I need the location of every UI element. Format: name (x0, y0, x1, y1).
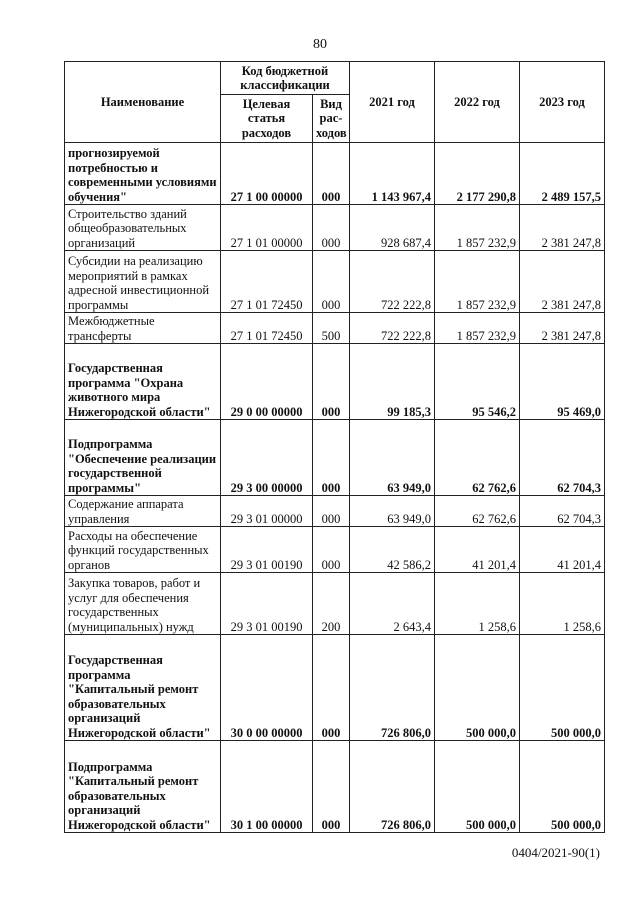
row-expense-kind: 000 (313, 527, 350, 573)
row-value-2021: 63 949,0 (350, 496, 435, 527)
row-target-article: 29 3 00 00000 (221, 420, 313, 496)
header-name: Наименование (65, 62, 221, 143)
row-expense-kind: 000 (313, 143, 350, 205)
table-row (65, 635, 605, 741)
budget-table (64, 61, 605, 833)
row-value-2022: 2 177 290,8 (435, 143, 520, 205)
row-expense-kind: 000 (313, 205, 350, 251)
row-expense-kind: 000 (313, 344, 350, 420)
row-value-2022: 1 258,6 (435, 573, 520, 635)
row-expense-kind: 000 (313, 496, 350, 527)
row-value-2021: 99 185,3 (350, 344, 435, 420)
table-row (65, 496, 605, 527)
row-target-article: 27 1 01 72450 (221, 313, 313, 344)
row-value-2022: 41 201,4 (435, 527, 520, 573)
row-value-2023: 500 000,0 (520, 741, 605, 833)
header-code-group: Код бюджетной классификации (221, 62, 350, 95)
row-value-2023: 2 381 247,8 (520, 251, 605, 313)
row-name: Государственная программа "Капитальный ремонт образовательных организаций Нижегородской области" (65, 635, 221, 741)
row-value-2023: 2 489 157,5 (520, 143, 605, 205)
row-target-article: 30 1 00 00000 (221, 741, 313, 833)
row-name: Содержание аппарата управления (65, 496, 221, 527)
page-number: 80 (313, 37, 327, 52)
row-value-2021: 928 687,4 (350, 205, 435, 251)
row-value-2022: 62 762,6 (435, 496, 520, 527)
row-expense-kind: 200 (313, 573, 350, 635)
row-name: Расходы на обеспечение функций государственных органов (65, 527, 221, 573)
row-name: прогнозируемой потребностью и современными условиями обучения" (65, 143, 221, 205)
table-row (65, 573, 605, 635)
row-value-2021: 722 222,8 (350, 251, 435, 313)
row-name: Закупка товаров, работ и услуг для обеспечения государственных (муниципальных) нужд (65, 573, 221, 635)
row-expense-kind: 500 (313, 313, 350, 344)
row-value-2023: 62 704,3 (520, 496, 605, 527)
row-name: Строительство зданий общеобразовательных организаций (65, 205, 221, 251)
header-target-article: Целевая статья расходов (221, 95, 313, 143)
header-2023: 2023 год (520, 62, 605, 143)
row-value-2021: 42 586,2 (350, 527, 435, 573)
row-target-article: 27 1 01 72450 (221, 251, 313, 313)
table-row (65, 527, 605, 573)
row-value-2021: 1 143 967,4 (350, 143, 435, 205)
row-value-2023: 1 258,6 (520, 573, 605, 635)
row-value-2022: 62 762,6 (435, 420, 520, 496)
table-row (65, 741, 605, 833)
row-value-2022: 1 857 232,9 (435, 251, 520, 313)
row-name: Межбюджетные трансферты (65, 313, 221, 344)
row-value-2021: 726 806,0 (350, 635, 435, 741)
table-body (65, 143, 605, 833)
row-expense-kind: 000 (313, 251, 350, 313)
row-expense-kind: 000 (313, 420, 350, 496)
row-target-article: 27 1 00 00000 (221, 143, 313, 205)
row-expense-kind: 000 (313, 741, 350, 833)
row-target-article: 29 0 00 00000 (221, 344, 313, 420)
header-2021: 2021 год (350, 62, 435, 143)
table-row (65, 344, 605, 420)
row-value-2023: 62 704,3 (520, 420, 605, 496)
row-target-article: 29 3 01 00190 (221, 527, 313, 573)
row-value-2022: 500 000,0 (435, 741, 520, 833)
table-row (65, 313, 605, 344)
row-value-2023: 95 469,0 (520, 344, 605, 420)
row-value-2021: 726 806,0 (350, 741, 435, 833)
table-row (65, 205, 605, 251)
table-row (65, 143, 605, 205)
header-2022: 2022 год (435, 62, 520, 143)
row-name: Субсидии на реализацию мероприятий в рамках адресной инвестиционной программы (65, 251, 221, 313)
document-code: 0404/2021-90(1) (511, 845, 600, 860)
row-name: Подпрограмма "Капитальный ремонт образовательных организаций Нижегородской области" (65, 741, 221, 833)
row-expense-kind: 000 (313, 635, 350, 741)
row-name: Подпрограмма "Обеспечение реализации государственной программы" (65, 420, 221, 496)
row-target-article: 27 1 01 00000 (221, 205, 313, 251)
row-value-2022: 1 857 232,9 (435, 205, 520, 251)
row-target-article: 30 0 00 00000 (221, 635, 313, 741)
row-value-2023: 2 381 247,8 (520, 313, 605, 344)
row-target-article: 29 3 01 00000 (221, 496, 313, 527)
row-value-2023: 500 000,0 (520, 635, 605, 741)
row-value-2022: 1 857 232,9 (435, 313, 520, 344)
row-value-2021: 63 949,0 (350, 420, 435, 496)
row-name: Государственная программа "Охрана животного мира Нижегородской области" (65, 344, 221, 420)
row-value-2022: 500 000,0 (435, 635, 520, 741)
row-value-2021: 2 643,4 (350, 573, 435, 635)
table-row (65, 420, 605, 496)
row-value-2023: 41 201,4 (520, 527, 605, 573)
row-value-2021: 722 222,8 (350, 313, 435, 344)
table-row (65, 251, 605, 313)
row-value-2022: 95 546,2 (435, 344, 520, 420)
row-target-article: 29 3 01 00190 (221, 573, 313, 635)
header-expense-kind: Вид рас-ходов (313, 95, 350, 143)
row-value-2023: 2 381 247,8 (520, 205, 605, 251)
